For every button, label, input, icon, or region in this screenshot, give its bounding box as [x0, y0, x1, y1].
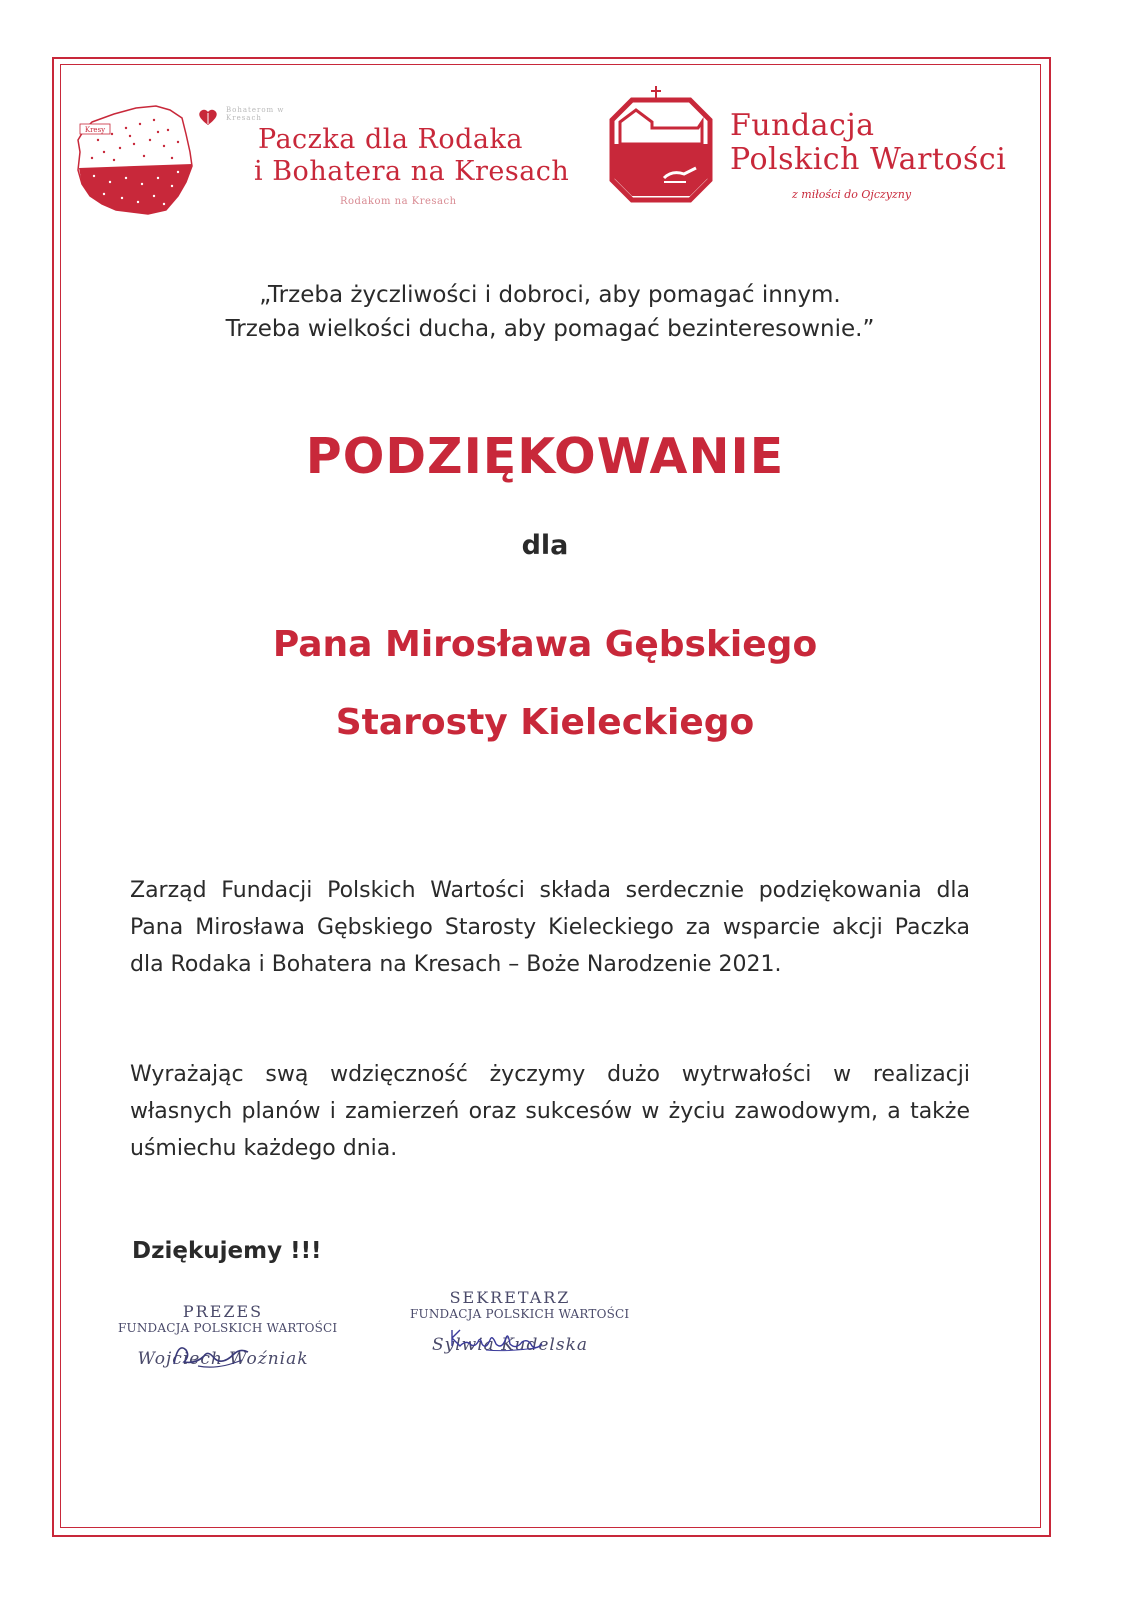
foundation-emblem-icon	[606, 82, 716, 207]
logo-left-tiny-text: Bohaterom w Kresach	[226, 106, 285, 122]
recipient-position: Starosty Kieleckiego	[335, 702, 755, 743]
for-label: dla	[521, 530, 569, 561]
body-paragraph-2: Wyrażając swą wdzięczność życzymy dużo wytrwałości w realizacji własnych planów i zamierzeń oraz sukcesów w życiu zawodowym, a także uśmiechu każdego dnia.	[130, 1062, 970, 1161]
logo-right-line1: Fundacja	[730, 108, 875, 143]
signature-name: Wojciech Woźniak	[137, 1349, 309, 1369]
signature-role: PREZES	[182, 1302, 264, 1321]
recipient-name: Pana Mirosława Gębskiego	[272, 624, 818, 665]
page-title: PODZIĘKOWANIE	[305, 428, 785, 485]
logo-left-line2: i Bohatera na Kresach	[254, 156, 570, 187]
body-paragraph-1: Zarząd Fundacji Polskich Wartości składa serdecznie podziękowania dla Pana Mirosława Gębskiego Starosty Kieleckiego za wsparcie akcji Paczka dla Rodaka i Bohatera na Kresach – Boże Narodzenie 2021.	[130, 878, 970, 977]
logo-right-line2: Polskich Wartości	[730, 142, 1007, 177]
signature-org: FUNDACJA POLSKICH WARTOŚCI	[410, 1307, 630, 1321]
signature-name: Sylwia Kudelska	[431, 1335, 589, 1355]
closing-thanks: Dziękujemy !!!	[132, 1238, 322, 1264]
quote-line1: „Trzeba życzliwości i dobroci, aby pomagać innym.	[259, 282, 841, 308]
heart-icon	[198, 108, 218, 126]
poland-map-icon	[74, 100, 198, 218]
quote-line2: Trzeba wielkości ducha, aby pomagać bezinteresownie.”	[225, 316, 875, 342]
logo-fundacja-polskich-wartosci	[606, 82, 1006, 212]
handwritten-signature-president	[168, 1336, 258, 1372]
quote	[0, 278, 1100, 346]
logo-right-motto: z miłości do Ojczyzny	[792, 188, 912, 201]
logo-left-line1: Paczka dla Rodaka	[258, 124, 523, 155]
signature-org: FUNDACJA POLSKICH WARTOŚCI	[118, 1321, 338, 1335]
signature-role: SEKRETARZ	[449, 1288, 571, 1307]
map-label: Kresy	[84, 126, 106, 134]
logo-left-subtitle: Rodakom na Kresach	[340, 196, 457, 207]
logo-paczka-dla-rodaka	[74, 100, 574, 225]
handwritten-signature-secretary	[446, 1324, 546, 1354]
